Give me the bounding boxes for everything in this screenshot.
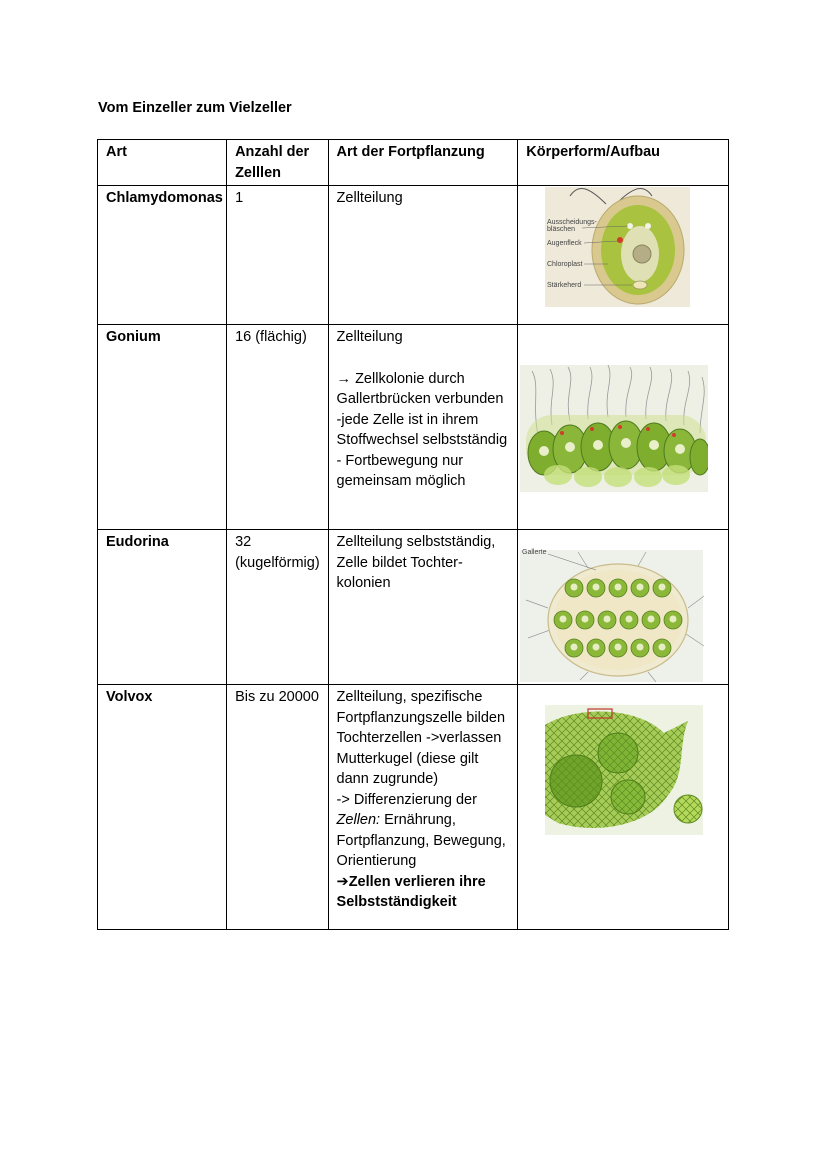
image-cell: [518, 530, 729, 685]
eudorina-cell-nucleus: [571, 644, 578, 651]
species-name: Chlamydomonas: [98, 186, 227, 325]
label-augenfleck: Augenfleck: [547, 240, 582, 247]
eudorina-cell-nucleus: [637, 644, 644, 651]
eudorina-cell-nucleus: [648, 616, 655, 623]
header-anzahl: Anzahl der Zelllen: [227, 140, 328, 186]
label-ausscheidung-1: Ausscheidungs-: [547, 219, 598, 226]
differentiation-text: [337, 790, 512, 872]
cell-count: Bis zu 20000: [227, 685, 328, 930]
eudorina-cell-nucleus: [637, 584, 644, 591]
image-cell: [518, 325, 729, 530]
reproduction-text: Zellteilung, spezifische Fortpflanzungszelle bilden Tochterzellen ->verlassen Mutterkugel (diese gilt dann zugrunde): [336, 689, 506, 787]
species-name: Gonium: [98, 325, 227, 530]
species-name: Eudorina: [98, 530, 227, 685]
cell-count: 32 (kugelförmig): [227, 530, 328, 685]
eudorina-cell-nucleus: [626, 616, 633, 623]
eudorina-cell-nucleus: [571, 584, 578, 591]
table-row-gonium: [98, 325, 729, 530]
differentiation-rest: Ernährung, Fortpflanzung, Bewegung, Orientierung: [336, 812, 506, 869]
chlamydomonas-illustration: [518, 186, 708, 323]
header-art: Art: [98, 140, 227, 186]
table-row-volvox: [98, 685, 729, 930]
label-chloroplast: Chloroplast: [547, 261, 583, 268]
species-name: Volvox: [98, 685, 227, 930]
reproduction-text: Zellteilung selbstständig, Zelle bildet Tochter-kolonien: [328, 530, 518, 685]
eudorina-cell-nucleus: [670, 616, 677, 623]
cell-count: 16 (flächig): [227, 325, 328, 530]
conclusion-text: ➔Zellen verlieren ihre Selbstständigkeit: [336, 873, 486, 910]
reproduction-cell: [328, 325, 518, 530]
eudorina-cell-nucleus: [593, 584, 600, 591]
label-gallerte: Gallerte: [522, 549, 547, 556]
eudorina-cell-nucleus: [604, 616, 611, 623]
image-cell: [518, 186, 729, 325]
differentiation-prefix: -> Differenzierung der: [336, 791, 477, 808]
header-fortpflanzung: Art der Fortpflanzung: [328, 140, 518, 186]
document-title: Vom Einzeller zum Vielzeller: [98, 100, 292, 116]
eudorina-cell-nucleus: [560, 616, 567, 623]
reproduction-cell: [328, 685, 518, 930]
eudorina-illustration: [518, 530, 708, 683]
cell-count: 1: [227, 186, 328, 325]
table-row-chlamydomonas: [98, 186, 729, 325]
eudorina-cell-nucleus: [659, 584, 666, 591]
header-koerperform: Körperform/Aufbau: [518, 140, 729, 186]
differentiation-italic: Zellen:: [336, 812, 381, 828]
label-staerkeherd: Stärkeherd: [547, 282, 582, 289]
volvox-illustration: [518, 685, 708, 928]
image-cell: [518, 685, 729, 930]
reproduction-detail: → Zellkolonie durch Gallertbrücken verbunden -jede Zelle ist in ihrem Stoffwechsel selbstständig - Fortbewegung nur gemeinsam möglich: [336, 370, 508, 489]
reproduction-text: Zellteilung: [336, 329, 403, 345]
comparison-table: [97, 139, 729, 930]
header-row: [98, 140, 729, 186]
gonium-illustration: [518, 325, 708, 528]
label-ausscheidung-2: bläschen: [547, 226, 576, 233]
table-row-eudorina: [98, 530, 729, 685]
eudorina-cell-nucleus: [659, 644, 666, 651]
reproduction-text: Zellteilung: [328, 186, 518, 325]
eudorina-cell-nucleus: [582, 616, 589, 623]
eudorina-cell-nucleus: [593, 644, 600, 651]
eudorina-cell-nucleus: [615, 584, 622, 591]
eudorina-cell-nucleus: [615, 644, 622, 651]
